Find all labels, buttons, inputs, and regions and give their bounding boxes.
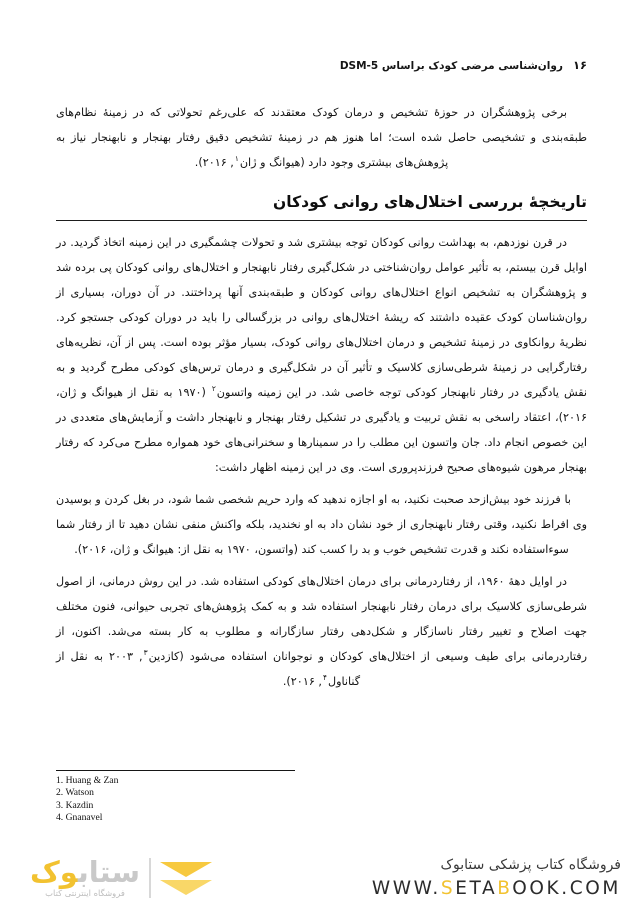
section-divider: [56, 220, 587, 221]
chevron-logo-icon: [160, 862, 212, 895]
footnote-number: 4.: [56, 811, 64, 823]
paragraph-2-continued: , ۲۰۰۳ به نقل از گناناول: [56, 650, 361, 688]
footnote-text: Huang & Zan: [65, 775, 119, 787]
paragraph-1-text: در قرن نوزدهم، به بهداشت روانی کودکان توجه بیشتری شد و تحولات چشمگیری در این زمینه اتخاذ گردید. در اوایل قرن بیستم، به تأثیر عوامل روان‌شناختی در شکل‌گیری رفتار نابهنجار و اختلال‌های روانی کودکان پی برده شد و پژوهشگران به تشخیص انواع اختلال‌های روانی کودکان و طبقه‌بندی آنها پرداختند. در آن دوران، بسیاری از روان‌شناسان کودک عقیده داشتند که ریشهٔ اختلال‌های روانی در بزرگسالی را باید در دوران کودکی جستجو کرد. نظریهٔ روانکاوی در زمینهٔ تشخیص و درمان اختلال‌های روانی کودک، بسیار مؤثر بوده است. پس از آن، نظریه‌های رفتارگرایی در زمینهٔ شرطی‌سازی کلاسیک و تأثیر آن در شکل‌گیری و درمان ترس‌های کودکی مطرح گردید و به نقش یادگیری در رفتار نابهنجار کودکی توجه خاصی شد. در این زمینه واتسون: [56, 236, 587, 399]
logo-wordmark: [30, 855, 141, 899]
footnote-number: 2.: [56, 787, 64, 799]
footnote-marker-2: ۲: [211, 384, 216, 394]
footnote-marker-4: ۴: [322, 673, 327, 683]
footnote-marker-1: ۱: [234, 154, 239, 164]
footnote-item: [56, 812, 573, 824]
paragraph-spacer-2: [56, 562, 587, 569]
logo-text-main: ستاب: [77, 855, 141, 890]
chevron-down-icon: [160, 880, 212, 895]
paragraph-2: [56, 569, 587, 694]
footnote-item: [56, 787, 573, 799]
chevron-down-icon: [160, 862, 212, 877]
url-eta: ETA: [455, 878, 498, 899]
quote-block: با فرزند خود بیش‌ازحد صحبت نکنید، به او اجازه ندهید که وارد حریم شخصی شما شود، در بغل کردن و بوسیدن وی افراط نکنید، وقتی رفتار نابهنجاری از خود نشان داد به او نخندید، بلکه واکنش منفی نشان دهید تا از رفتار شما سوءاستفاده نکند و قدرت تشخیص خوب و بد را کسب کند (واتسون، ۱۹۷۰ به نقل از: هیوانگ و ژان، ۲۰۱۶).: [56, 493, 587, 556]
paragraph-intro-text: برخی پژوهشگران در حوزهٔ تشخیص و درمان کودک معتقدند که علی‌رغم تحولاتی که در زمینهٔ نظام‌های طبقه‌بندی و تشخیصی حاصل شده است؛ اما هنوز هم در زمینهٔ تشخیص دقیق رفتار بهنجار و نابهنجار نیاز به پژوهش‌های بیشتری وجود دارد (هیوانگ و ژان: [56, 106, 587, 169]
url-suffix: OOK.COM: [512, 878, 621, 899]
logo-subtitle: فروشگاه اینترنتی کتاب: [45, 888, 125, 899]
footnote-text: Gnanavel: [65, 811, 103, 823]
footnote-number: 1.: [56, 775, 64, 787]
paragraph-spacer: [56, 480, 587, 487]
header-title: روان‌شناسی مرضی کودک براساس DSM-5: [339, 60, 563, 72]
url-letter-s: S: [440, 878, 456, 899]
section-title: تاریخچهٔ بررسی اختلال‌های روانی کودکان: [273, 193, 587, 211]
paragraph-1: [56, 230, 587, 480]
brand-logo-group: [30, 855, 212, 899]
brand-text-group: [372, 857, 621, 899]
logo-text-accent: وک: [30, 855, 78, 890]
paragraph-intro-tail: , ۲۰۱۶).: [194, 156, 234, 169]
page-number: ۱۶: [572, 58, 587, 72]
logo-divider: [149, 858, 151, 898]
footnote-divider: [56, 770, 295, 771]
url-prefix: WWW.: [371, 878, 441, 899]
footnote-list: [56, 775, 587, 824]
setabook-logo: [30, 855, 212, 899]
footnote-item: [56, 800, 573, 812]
footnote-item: [56, 775, 573, 787]
paragraph-intro: [56, 100, 587, 175]
brand-website-url[interactable]: [372, 878, 621, 899]
footnote-text: Kazdin: [65, 799, 94, 811]
footnotes-section: [56, 770, 587, 824]
logo-text: [30, 855, 141, 890]
brand-tagline: فروشگاه کتاب پزشکی ستابوک: [440, 857, 621, 873]
running-header: [56, 58, 587, 78]
footnote-marker-3: ۳: [143, 648, 148, 658]
paragraph-1-continued: (۱۹۷۰ به نقل از هیوانگ و ژان، ۲۰۱۶)، اعتقاد راسخی به نقش تربیت و یادگیری در تشکیل رفتار بهنجار و نابهنجار داشت و آزمایش‌های متعددی در این خصوص انجام داد. جان واتسون این مطلب را در سمینارها و سخنرانی‌های خود همواره مطرح می‌کرد که رفتار بهنجار مرهون شیوه‌های صحیح فرزندپروری است. وی در این زمینه اظهار داشت:: [56, 386, 587, 474]
paragraph-2-tail: , ۲۰۱۶).: [282, 675, 322, 688]
paragraph-2-text: در اوایل دههٔ ۱۹۶۰، از رفتاردرمانی برای درمان اختلال‌های کودکی استفاده شد. در این روش درمانی، از اصول شرطی‌سازی کلاسیک برای درمان رفتار نابهنجار استفاده شد و به کمک پژوهش‌های تجربی حیوانی، فنون مختلف جهت اصلاح و تغییر رفتار ناسازگار و شکل‌دهی رفتار سازگارانه و مطلوب به کار بسته می‌شد. اکنون، از رفتاردرمانی برای طیف وسیعی از اختلال‌های کودکان و نوجوانان استفاده می‌شود (کازدین: [56, 575, 587, 663]
footnote-text: Watson: [65, 787, 94, 799]
footnote-number: 3.: [56, 799, 64, 811]
footer-branding-band: [0, 845, 643, 911]
section-heading-block: [56, 189, 587, 221]
url-letter-b: B: [497, 878, 513, 899]
page-content: [56, 100, 587, 694]
